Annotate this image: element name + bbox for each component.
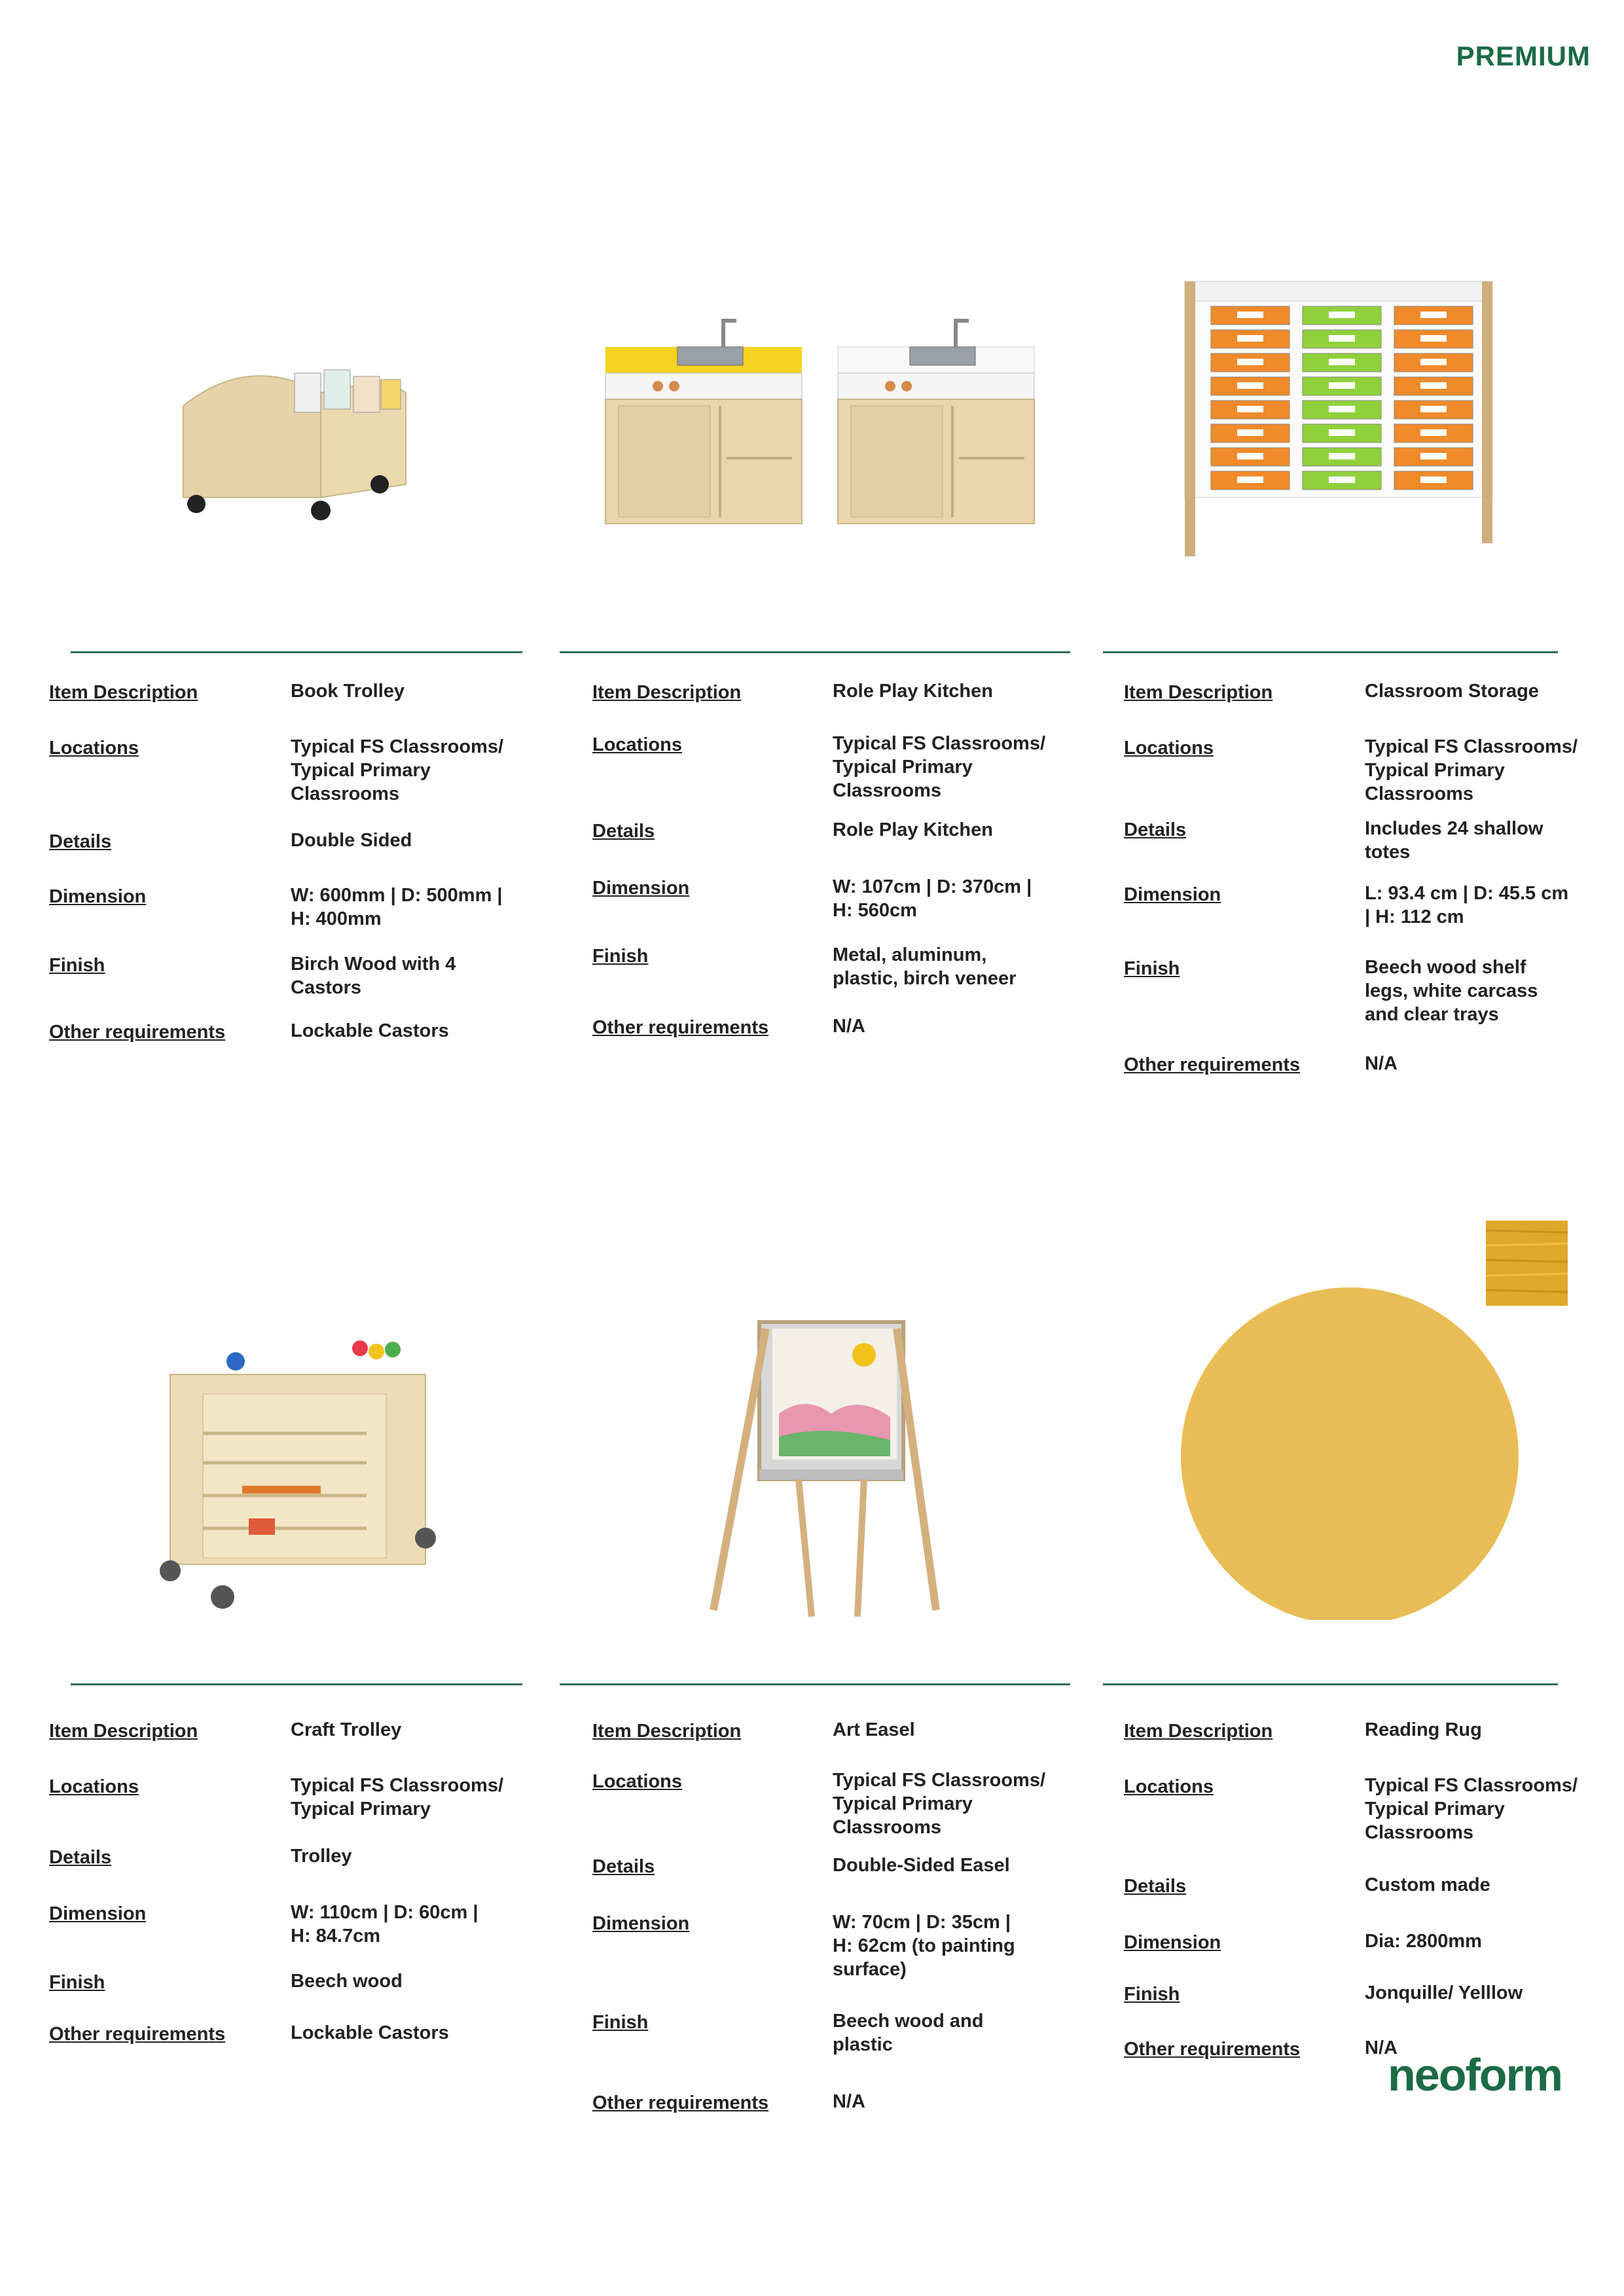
value-dimension: W: 600mm | D: 500mm | H: 400mm	[291, 885, 503, 929]
label-finish: Finish	[49, 955, 105, 976]
value-details: Includes 24 shallow totes	[1365, 818, 1543, 863]
label-dimension: Dimension	[49, 886, 147, 907]
label-finish: Finish	[592, 946, 649, 967]
label-dimension: Dimension	[49, 1903, 147, 1924]
value-other-requirements: Lockable Castors	[291, 2022, 449, 2043]
label-dimension: Dimension	[1124, 884, 1221, 905]
label-other-requirements: Other requirements	[592, 2092, 769, 2113]
label-finish: Finish	[592, 2012, 649, 2033]
craft-trolley-image	[151, 1322, 445, 1617]
value-finish: Metal, aluminum, plastic, birch veneer	[833, 944, 1017, 989]
section-divider	[560, 651, 1070, 653]
label-item-description: Item Description	[1124, 1721, 1273, 1742]
value-dimension: W: 70cm | D: 35cm | H: 62cm (to painting surface)	[833, 1912, 1015, 1980]
section-divider	[1103, 1683, 1558, 1685]
label-other-requirements: Other requirements	[592, 1017, 769, 1038]
value-dimension: Dia: 2800mm	[1365, 1931, 1482, 1952]
label-other-requirements: Other requirements	[1124, 1054, 1301, 1075]
label-details: Details	[49, 831, 112, 852]
label-item-description: Item Description	[49, 682, 198, 703]
label-details: Details	[1124, 819, 1187, 840]
label-item-description: Item Description	[592, 682, 742, 703]
book-trolley-image	[170, 353, 419, 530]
label-finish: Finish	[49, 1972, 105, 1993]
value-other-requirements: Lockable Castors	[291, 1020, 449, 1041]
label-item-description: Item Description	[1124, 682, 1273, 703]
value-other-requirements: N/A	[833, 2091, 865, 2112]
label-details: Details	[592, 821, 655, 842]
section-divider	[1103, 651, 1558, 653]
label-locations: Locations	[592, 1771, 682, 1792]
value-dimension: L: 93.4 cm | D: 45.5 cm | H: 112 cm	[1365, 883, 1569, 927]
neoform-logo: neoform	[1388, 2049, 1562, 2100]
value-finish: Beech wood and plastic	[833, 2011, 984, 2055]
value-item-description: Reading Rug	[1365, 1719, 1482, 1740]
label-dimension: Dimension	[592, 878, 690, 899]
label-details: Details	[1124, 1876, 1187, 1897]
section-divider	[560, 1683, 1070, 1685]
value-item-description: Craft Trolley	[291, 1719, 402, 1740]
value-finish: Beech wood shelf legs, white carcass and clear trays	[1365, 957, 1538, 1025]
label-dimension: Dimension	[1124, 1932, 1221, 1953]
value-other-requirements: N/A	[1365, 2037, 1398, 2058]
value-other-requirements: N/A	[1365, 1053, 1398, 1074]
value-details: Double-Sided Easel	[833, 1855, 1010, 1876]
value-finish: Beech wood	[291, 1971, 403, 1992]
premium-badge: PREMIUM	[1456, 41, 1591, 71]
value-other-requirements: N/A	[833, 1016, 865, 1037]
art-easel-image	[694, 1309, 956, 1623]
value-details: Trolley	[291, 1846, 352, 1867]
value-locations: Typical FS Classrooms/ Typical Primary	[291, 1775, 504, 1820]
section-divider	[71, 651, 522, 653]
classroom-storage-image	[1178, 268, 1499, 556]
value-details: Role Play Kitchen	[833, 819, 993, 840]
label-other-requirements: Other requirements	[1124, 2039, 1301, 2060]
label-details: Details	[592, 1856, 655, 1877]
label-details: Details	[49, 1847, 112, 1868]
label-dimension: Dimension	[592, 1913, 690, 1934]
value-locations: Typical FS Classrooms/ Typical Primary Classrooms	[1365, 736, 1578, 804]
value-details: Double Sided	[291, 830, 412, 851]
value-dimension: W: 110cm | D: 60cm | H: 84.7cm	[291, 1902, 478, 1946]
finish-swatch-image	[1486, 1221, 1568, 1306]
label-locations: Locations	[1124, 738, 1214, 759]
role-play-kitchen-image	[592, 308, 1064, 543]
value-item-description: Role Play Kitchen	[833, 681, 993, 702]
label-locations: Locations	[592, 734, 682, 755]
label-locations: Locations	[1124, 1776, 1214, 1797]
value-finish: Birch Wood with 4 Castors	[291, 954, 456, 998]
label-other-requirements: Other requirements	[49, 1022, 226, 1043]
label-locations: Locations	[49, 1776, 139, 1797]
value-locations: Typical FS Classrooms/ Typical Primary Classrooms	[1365, 1775, 1578, 1843]
value-details: Custom made	[1365, 1874, 1490, 1895]
label-locations: Locations	[49, 738, 139, 759]
value-item-description: Classroom Storage	[1365, 681, 1539, 702]
value-finish: Jonquille/ Yelllow	[1365, 1982, 1523, 2003]
value-locations: Typical FS Classrooms/ Typical Primary Classrooms	[833, 733, 1046, 801]
value-locations: Typical FS Classrooms/ Typical Primary Classrooms	[291, 736, 504, 804]
value-locations: Typical FS Classrooms/ Typical Primary Classrooms	[833, 1770, 1046, 1838]
label-item-description: Item Description	[49, 1721, 198, 1742]
label-other-requirements: Other requirements	[49, 2024, 226, 2045]
value-item-description: Book Trolley	[291, 681, 405, 702]
value-dimension: W: 107cm | D: 370cm | H: 560cm	[833, 876, 1032, 921]
reading-rug-image	[1175, 1286, 1528, 1620]
value-item-description: Art Easel	[833, 1719, 915, 1740]
label-finish: Finish	[1124, 958, 1180, 979]
section-divider	[71, 1683, 522, 1685]
label-finish: Finish	[1124, 1984, 1180, 2005]
label-item-description: Item Description	[592, 1721, 742, 1742]
